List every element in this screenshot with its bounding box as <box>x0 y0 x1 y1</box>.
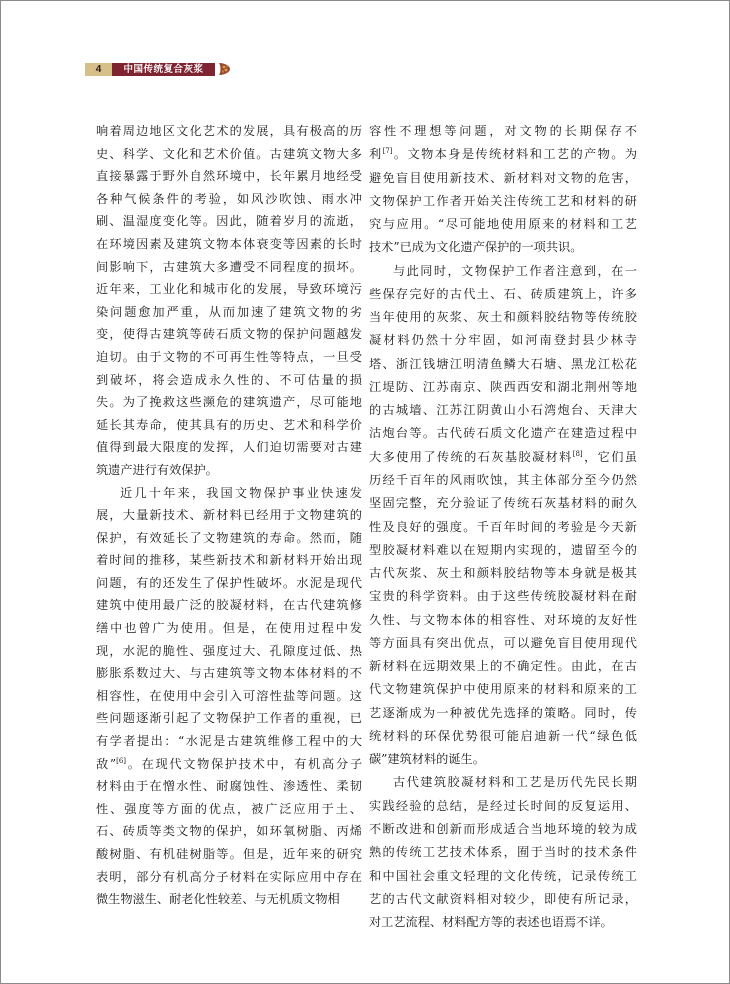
line-text: 酸树脂、有机硅树脂等。但是，近年来的研究 <box>96 847 362 861</box>
line-text: 大多使用了传统的石灰基胶凝材料 <box>369 449 573 464</box>
text-line <box>369 399 637 422</box>
line-text: 对工艺流程、材料配方等的表述也语焉不详。 <box>369 915 613 930</box>
text-line <box>369 748 637 771</box>
text-line <box>369 329 637 352</box>
line-text: 的古城墙、江苏江阴黄山小石湾炮台、天津大 <box>369 403 637 418</box>
decorative-medallion-icon <box>217 62 231 76</box>
line-text: 迫切。由于文物的不可再生性等特点，一旦受 <box>96 349 362 364</box>
text-line <box>96 346 362 369</box>
text-line <box>96 301 362 324</box>
text-line <box>96 233 362 256</box>
text-line <box>96 685 362 708</box>
line-text: 久性、与文物本体的相容性、对环境的友好性 <box>369 612 637 627</box>
line-text: 代文物建筑保护中使用原来的材料和原来的工 <box>369 682 637 697</box>
line-text: 与此同时，文物保护工作者注意到，在一 <box>393 263 637 278</box>
page-number: 4 <box>85 63 112 76</box>
text-line <box>96 482 362 505</box>
citation-reference: [7] <box>382 147 393 156</box>
text-line <box>96 210 362 233</box>
line-text: 不断改进和创新而形成适合当地环境的较为成 <box>369 821 637 836</box>
line-text: 直接暴露于野外自然环境中，长年累月地经受 <box>96 169 362 184</box>
line-text: 值得到最大限度的发挥，人们迫切需要对古建 <box>96 440 362 455</box>
text-line <box>369 260 637 283</box>
line-text: 塔、浙江钱塘江明清鱼鳞大石塘、黑龙江松花 <box>369 356 637 371</box>
line-text: 型胶凝材料难以在短期内实现的，遗留至今的 <box>369 542 637 557</box>
left-column <box>96 120 362 911</box>
text-line <box>369 911 637 934</box>
line-text: 古代建筑胶凝材料和工艺是历代先民长期 <box>393 775 637 790</box>
line-text: 统材料的环保优势很可能启迪新一代“绿色低 <box>369 728 637 743</box>
text-line <box>369 771 637 794</box>
text-line <box>369 562 637 585</box>
text-line <box>369 632 637 655</box>
text-line <box>96 640 362 663</box>
line-text: 保护，有效延长了文物建筑的寿命。然而，随 <box>96 530 362 545</box>
line-text: 刷、温湿度变化等。因此，随着岁月的流逝， <box>96 214 362 229</box>
text-line <box>96 662 362 685</box>
text-line <box>96 165 362 188</box>
text-line <box>369 725 637 748</box>
line-text: 些保存完好的古代土、石、砖质建筑上，许多 <box>369 286 637 301</box>
line-text: 避免盲目使用新技术、新材料对文物的危害， <box>369 170 637 185</box>
line-text: 缮中也曾广为使用。但是，在使用过程中发 <box>96 621 362 636</box>
text-line <box>369 353 637 376</box>
line-text: 变，使得古建筑等砖石质文物的保护问题越发 <box>96 327 362 342</box>
text-line <box>96 594 362 617</box>
line-text: 染问题愈加严重，从而加速了建筑文物的劣 <box>96 304 362 319</box>
line-text: 石、砖质等类文物的保护，如环氧树脂、丙烯 <box>96 824 362 839</box>
line-text: 技术”已成为文化遗产保护的一项共识。 <box>369 240 583 255</box>
text-line <box>369 609 637 632</box>
text-line <box>96 143 362 166</box>
text-line <box>369 213 637 236</box>
text-line <box>96 504 362 527</box>
line-text: 问题，有的还发生了保护性破坏。水泥是现代 <box>96 575 362 590</box>
right-column <box>369 120 637 934</box>
line-text: 性、强度等方面的优点，被广泛应用于土、 <box>96 801 362 816</box>
line-text: 材料由于在憎水性、耐腐蚀性、渗透性、柔韧 <box>96 779 362 794</box>
text-line <box>369 446 637 469</box>
line-text: 响着周边地区文化艺术的发展，具有极高的历 <box>96 124 362 138</box>
line-text: 展，大量新技术、新材料已经用于文物建筑的 <box>96 508 362 523</box>
line-text: 表明，部分有机高分子材料在实际应用中存在 <box>96 869 362 884</box>
line-text: 。在现代文物保护技术中，有机高分子 <box>126 756 362 771</box>
line-text: 膨胀系数过大、与古建筑等文物本体材料的不 <box>96 666 362 681</box>
text-line <box>96 866 362 889</box>
line-text: 当年使用的灰浆、灰土和颜料胶结物等传统胶 <box>369 310 637 325</box>
text-line <box>369 283 637 306</box>
text-line <box>96 730 362 753</box>
text-line <box>96 120 362 143</box>
text-line <box>369 539 637 562</box>
text-line <box>96 572 362 595</box>
text-line <box>369 120 637 143</box>
text-line <box>96 459 362 482</box>
text-line <box>369 655 637 678</box>
text-line <box>96 323 362 346</box>
line-text: 着时间的推移，某些新技术和新材料开始出现 <box>96 553 362 568</box>
text-line <box>96 843 362 866</box>
line-text: 宝贵的科学资料。由于这些传统胶凝材料在耐 <box>369 589 637 604</box>
text-line <box>369 865 637 888</box>
line-text: 容性不理想等问题，对文物的长期保存不 <box>369 124 637 138</box>
text-line <box>369 702 637 725</box>
text-line <box>369 376 637 399</box>
running-title: 中国传统复合灰浆 <box>112 63 215 76</box>
text-line <box>369 678 637 701</box>
line-text: 艺的古代文献资料相对较少，即使有所记录， <box>369 891 637 906</box>
line-text: 实践经验的总结，是经过长时间的反复运用、 <box>369 798 637 813</box>
text-line <box>96 549 362 572</box>
line-text: 近年来，工业化和城市化的发展，导致环境污 <box>96 282 362 297</box>
text-line <box>369 516 637 539</box>
running-header <box>85 63 231 76</box>
line-text: 文物保护工作者开始关注传统工艺和材料的研 <box>369 193 637 208</box>
text-line <box>96 888 362 911</box>
line-text: 筑遗产进行有效保护。 <box>96 462 218 477</box>
text-line <box>96 775 362 798</box>
text-line <box>369 167 637 190</box>
text-line <box>369 236 637 259</box>
text-line <box>96 188 362 211</box>
text-line <box>369 841 637 864</box>
text-line <box>96 617 362 640</box>
line-text: 等方面具有突出优点，可以避免盲目使用现代 <box>369 635 637 650</box>
line-text: 现，水泥的脆性、强度过大、孔隙度过低、热 <box>96 643 362 658</box>
line-text: 延长其寿命，使其具有的历史、艺术和科学价 <box>96 417 362 432</box>
line-text: 坚固完整，充分验证了传统石灰基材料的耐久 <box>369 496 637 511</box>
line-text: 各种气候条件的考验，如风沙吹蚀、雨水冲 <box>96 191 362 206</box>
line-text: 建筑中使用最广泛的胶凝材料，在古代建筑修 <box>96 598 362 613</box>
text-line <box>96 707 362 730</box>
text-line <box>369 818 637 841</box>
line-text: 古代灰浆、灰土和颜料胶结物等本身就是极其 <box>369 566 637 581</box>
text-line <box>96 753 362 776</box>
line-text: 些问题逐渐引起了文物保护工作者的重视，已 <box>96 711 362 726</box>
line-text: 在环境因素及建筑文物本体衰变等因素的长时 <box>96 236 362 251</box>
text-line <box>369 492 637 515</box>
text-line <box>369 306 637 329</box>
text-line <box>96 369 362 392</box>
line-text: 间影响下，古建筑大多遭受不同程度的损坏。 <box>96 259 362 274</box>
line-text: 江堤防、江苏南京、陕西西安和湖北荆州等地 <box>369 379 637 394</box>
citation-reference: [6] <box>116 756 127 765</box>
line-text: 艺逐渐成为一种被优先选择的策略。同时，传 <box>369 705 637 720</box>
text-line <box>96 527 362 550</box>
text-line <box>369 422 637 445</box>
text-line <box>369 585 637 608</box>
text-line <box>369 190 637 213</box>
text-line <box>369 469 637 492</box>
line-text: 微生物滋生、耐老化性较差、与无机质文物相 <box>96 892 340 907</box>
line-text: 究与应用。“尽可能地使用原来的材料和工艺 <box>369 217 637 232</box>
line-text: 和中国社会重文轻理的文化传统，记录传统工 <box>369 868 637 883</box>
line-text: 熟的传统工艺技术体系，囿于当时的技术条件 <box>369 845 637 860</box>
citation-reference: [8] <box>572 449 583 458</box>
line-text: 有学者提出：“水泥是古建筑维修工程中的大 <box>96 734 362 749</box>
line-text: 碳”建筑材料的诞生。 <box>369 752 485 767</box>
line-text: 历经千百年的风雨吹蚀，其主体部分至今仍然 <box>369 472 637 487</box>
text-line <box>96 436 362 459</box>
text-line <box>369 888 637 911</box>
line-text: 。文物本身是传统材料和工艺的产物。为 <box>392 147 637 162</box>
text-line <box>96 278 362 301</box>
line-text: 失。为了挽救这些濒危的建筑遗产，尽可能地 <box>96 395 362 410</box>
text-line <box>96 798 362 821</box>
text-line <box>96 414 362 437</box>
line-text: 史、科学、文化和艺术价值。古建筑文物大多 <box>96 146 362 161</box>
line-text: 性及良好的强度。千百年时间的考验是今天新 <box>369 519 637 534</box>
line-text: 新材料在远期效果上的不确定性。由此，在古 <box>369 659 637 674</box>
line-text: 到破坏，将会造成永久性的、不可估量的损 <box>96 372 362 387</box>
line-text: 敌” <box>96 756 117 771</box>
text-line <box>369 143 637 166</box>
text-line <box>96 391 362 414</box>
line-text: 利 <box>369 147 383 162</box>
text-line <box>96 820 362 843</box>
line-text: ，它们虽 <box>582 449 637 464</box>
line-text: 凝材料仍然十分牢固，如河南登封县少林寺 <box>369 333 637 348</box>
text-line <box>96 256 362 279</box>
text-line <box>369 795 637 818</box>
line-text: 相容性，在使用中会引入可溶性盐等问题。这 <box>96 688 362 703</box>
line-text: 近几十年来，我国文物保护事业快速发 <box>120 485 362 500</box>
line-text: 沽炮台等。古代砖石质文化遗产在建造过程中 <box>369 426 637 441</box>
